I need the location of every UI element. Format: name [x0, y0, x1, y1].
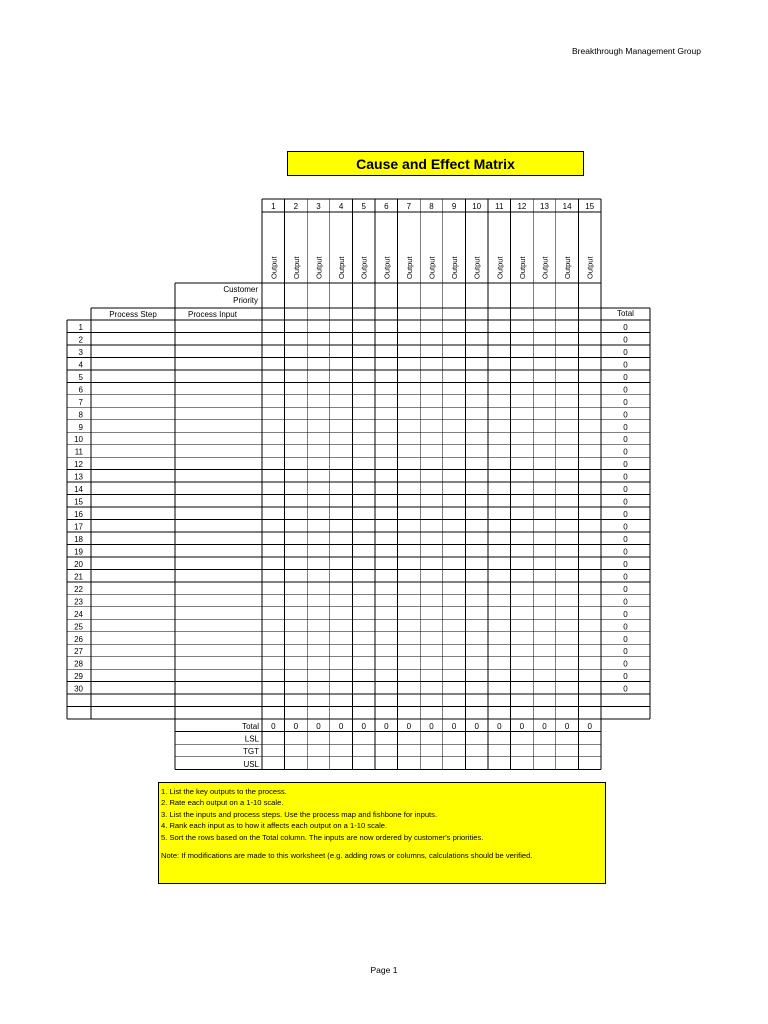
- output-label: Output: [382, 256, 392, 279]
- row-total: 0: [623, 559, 628, 569]
- output-label: Output: [540, 256, 550, 279]
- row-total: 0: [623, 323, 628, 332]
- row-total: 0: [623, 335, 628, 345]
- row-total: 0: [623, 485, 628, 495]
- row-total: 0: [623, 597, 628, 607]
- output-label: Output: [450, 256, 460, 279]
- row-number: 21: [74, 572, 83, 582]
- output-number: 15: [585, 202, 595, 211]
- row-number: 13: [74, 472, 83, 482]
- footer-row-label: TGT: [243, 747, 259, 757]
- row-number: 7: [78, 397, 83, 407]
- output-label: Output: [314, 256, 324, 279]
- instruction-step: 3. List the inputs and process steps. Use the process map and fishbone for inputs.: [161, 809, 438, 819]
- row-total: 0: [623, 397, 628, 407]
- row-total: 0: [623, 435, 628, 445]
- row-number: 26: [74, 634, 83, 644]
- row-total: 0: [623, 684, 628, 694]
- column-total: 0: [293, 722, 299, 732]
- instruction-step: 5. Sort the rows based on the Total column. The inputs are now ordered by customer's priorities.: [161, 832, 484, 842]
- row-number: 28: [74, 659, 83, 669]
- row-total: 0: [623, 347, 628, 357]
- output-number: 7: [406, 202, 412, 211]
- row-total: 0: [623, 647, 628, 657]
- column-total: 0: [474, 722, 479, 732]
- output-number: 2: [293, 202, 299, 211]
- row-number: 2: [78, 335, 83, 345]
- instruction-note: Note: If modifications are made to this worksheet (e.g. adding rows or columns, calculations should be verified.: [161, 851, 533, 861]
- row-number: 22: [74, 584, 83, 594]
- process-input-header: Process Input: [188, 310, 237, 319]
- column-total: 0: [271, 722, 276, 732]
- column-total: 0: [587, 722, 592, 732]
- row-number: 19: [74, 547, 83, 557]
- row-total: 0: [623, 534, 628, 544]
- output-label: Output: [563, 256, 573, 279]
- row-number: 25: [74, 622, 83, 632]
- output-number: 5: [361, 202, 366, 211]
- output-number: 12: [517, 202, 527, 211]
- output-number: 14: [562, 202, 572, 211]
- column-total: 0: [519, 722, 525, 732]
- row-number: 11: [74, 447, 83, 457]
- row-number: 6: [78, 385, 83, 395]
- row-total: 0: [623, 622, 628, 632]
- process-step-header: Process Step: [109, 310, 157, 319]
- output-label: Output: [585, 256, 595, 279]
- row-number: 9: [78, 422, 83, 432]
- row-total: 0: [623, 460, 628, 470]
- customer-priority-label: Priority: [233, 296, 258, 305]
- column-total: 0: [406, 722, 412, 732]
- row-number: 1: [78, 323, 83, 332]
- row-number: 17: [74, 522, 83, 532]
- row-number: 23: [74, 597, 83, 607]
- row-total: 0: [623, 360, 628, 370]
- row-total: 0: [623, 672, 628, 682]
- column-total: 0: [451, 722, 457, 732]
- output-label: Output: [427, 256, 437, 279]
- footer-row-label: Total: [242, 722, 259, 732]
- page-number: Page 1: [370, 965, 398, 975]
- column-total: 0: [361, 722, 366, 732]
- organization-name: Breakthrough Management Group: [572, 46, 701, 56]
- instructions-box: [158, 782, 606, 884]
- row-number: 30: [74, 684, 83, 694]
- row-number: 5: [78, 372, 83, 382]
- output-number: 9: [451, 202, 457, 211]
- row-total: 0: [623, 584, 628, 594]
- row-total: 0: [623, 572, 628, 582]
- row-total: 0: [623, 422, 628, 432]
- row-total: 0: [623, 522, 628, 532]
- column-total: 0: [384, 722, 389, 732]
- output-label: Output: [337, 256, 347, 279]
- customer-priority-label: Customer: [223, 285, 258, 294]
- column-total: 0: [564, 722, 570, 732]
- column-total: 0: [338, 722, 344, 732]
- output-label: Output: [269, 256, 279, 279]
- column-total: 0: [429, 722, 434, 732]
- output-number: 10: [472, 202, 482, 211]
- row-number: 3: [78, 347, 83, 357]
- output-number: 13: [540, 202, 549, 211]
- instruction-step: 2. Rate each output on a 1-10 scale.: [161, 798, 284, 808]
- row-total: 0: [623, 372, 628, 382]
- page-title: Cause and Effect Matrix: [287, 151, 584, 176]
- row-number: 27: [74, 647, 83, 657]
- row-number: 15: [74, 497, 83, 507]
- column-total: 0: [497, 722, 502, 732]
- output-label: Output: [291, 256, 301, 279]
- row-total: 0: [623, 609, 628, 619]
- output-label: Output: [404, 256, 414, 279]
- row-number: 8: [78, 410, 83, 420]
- output-number: 11: [495, 202, 504, 211]
- row-total: 0: [623, 472, 628, 482]
- output-number: 6: [384, 202, 389, 211]
- row-number: 20: [74, 559, 83, 569]
- instruction-step: 4. Rank each input as to how it affects each output on a 1-10 scale.: [161, 821, 388, 831]
- row-number: 16: [74, 510, 83, 520]
- column-total: 0: [316, 722, 321, 732]
- footer-row-label: LSL: [244, 734, 259, 744]
- row-total: 0: [623, 447, 628, 457]
- row-number: 4: [78, 360, 83, 370]
- output-label: Output: [472, 256, 482, 279]
- instruction-step: 1. List the key outputs to the process.: [161, 787, 287, 796]
- row-number: 18: [74, 534, 83, 544]
- column-total: 0: [542, 722, 547, 732]
- row-number: 12: [74, 460, 83, 470]
- output-number: 8: [429, 202, 434, 211]
- row-total: 0: [623, 659, 628, 669]
- output-number: 1: [271, 202, 276, 211]
- row-number: 14: [74, 485, 83, 495]
- row-total: 0: [623, 547, 628, 557]
- row-total: 0: [623, 410, 628, 420]
- output-label: Output: [359, 256, 369, 279]
- row-number: 24: [74, 609, 83, 619]
- row-total: 0: [623, 510, 628, 520]
- output-label: Output: [495, 256, 505, 279]
- total-header: Total: [617, 309, 634, 318]
- output-label: Output: [517, 256, 527, 279]
- row-total: 0: [623, 497, 628, 507]
- row-total: 0: [623, 634, 628, 644]
- row-number: 29: [74, 672, 83, 682]
- output-number: 3: [316, 202, 321, 211]
- row-number: 10: [74, 435, 83, 445]
- footer-row-label: USL: [243, 759, 259, 769]
- row-total: 0: [623, 385, 628, 395]
- output-number: 4: [338, 202, 344, 211]
